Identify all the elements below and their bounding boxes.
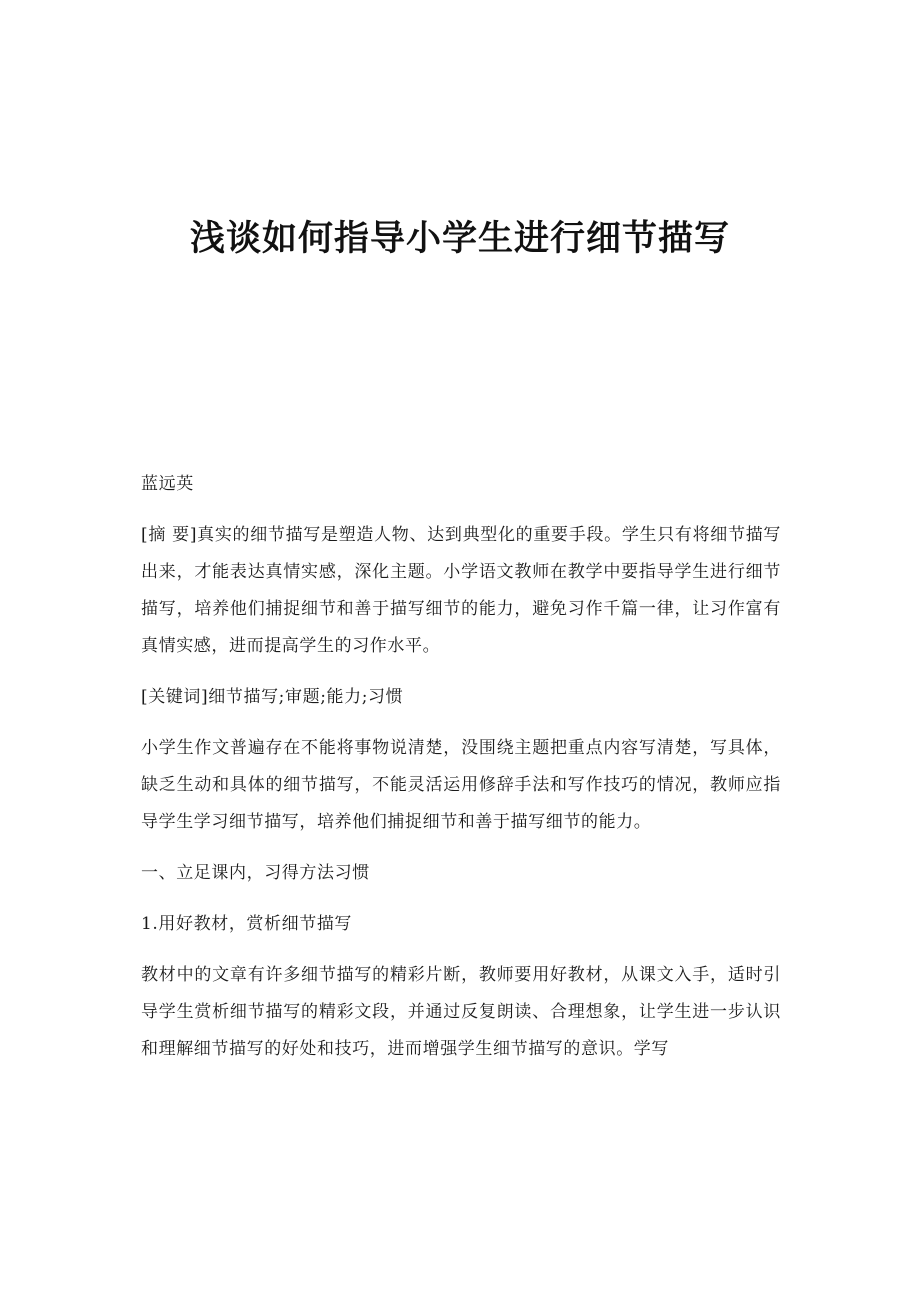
abstract-paragraph: [摘 要]真实的细节描写是塑造人物、达到典型化的重要手段。学生只有将细节描写出来，才能表达真情实感，深化主题。小学语文教师在教学中要指导学生进行细节描写，培养他们捕捉细节和善于描写细节的能力，避免习作千篇一律，让习作富有真情实感，进而提高学生的习作水平。 <box>141 525 781 656</box>
keywords-paragraph: [关键词]细节描写;审题;能力;习惯 <box>141 687 404 707</box>
body-paragraph: 教材中的文章有许多细节描写的精彩片断，教师要用好教材，从课文入手，适时引导学生赏析细节描写的精彩文段，并通过反复朗读、合理想象，让学生进一步认识和理解细节描写的好处和技巧，进而增强学生细节描写的意识。学写 <box>141 965 781 1059</box>
intro-paragraph: 小学生作文普遍存在不能将事物说清楚，没围绕主题把重点内容写清楚，写具体，缺乏生动和具体的细节描写，不能灵活运用修辞手法和写作技巧的情况，教师应指导学生学习细节描写，培养他们捕捉细节和善于描写细节的能力。 <box>141 738 781 832</box>
document-title: 浅谈如何指导小学生进行细节描写 <box>189 218 730 259</box>
subsection-heading: 1.用好教材，赏析细节描写 <box>141 914 353 934</box>
author-name: 蓝远英 <box>141 474 194 494</box>
section-heading: 一、立足课内，习得方法习惯 <box>141 863 370 883</box>
document-body <box>141 466 781 1082</box>
